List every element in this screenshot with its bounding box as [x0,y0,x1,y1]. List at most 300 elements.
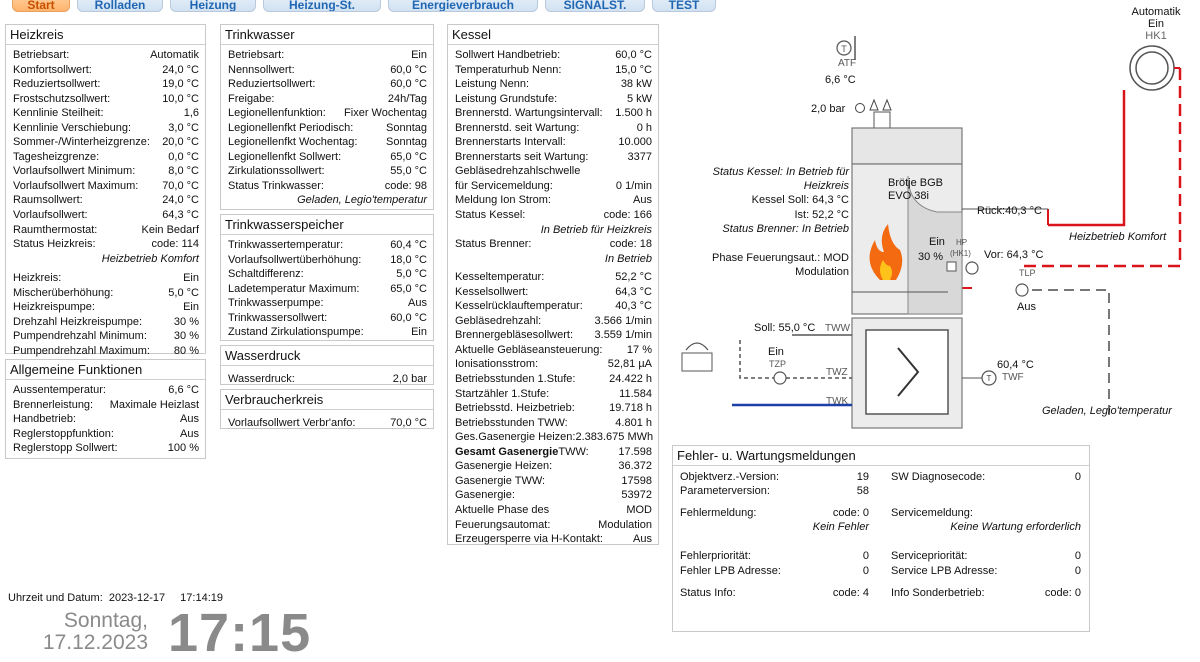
fehler-title: Fehler- u. Wartungsmeldungen [673,446,1089,466]
row-label: Kesseltemperatur: [455,271,545,284]
tzp-label: TZP [769,359,786,369]
serviceprio-value: 0 [1074,550,1081,562]
kv-row [13,150,199,165]
row-value: 0 1/min [615,179,652,192]
kv-row [455,343,652,358]
row-value: code: 114 [151,238,199,251]
kv-row [228,238,427,253]
kv-row [228,150,427,165]
row-value: 4.801 h [615,416,652,429]
row-label-suffix: TWW: [558,445,589,458]
row-label: Vorlaufsollwert Minimum: [13,165,136,178]
row-value: 5,0 °C [168,286,199,299]
row-value: 10,0 °C [162,92,199,105]
row-label: Brennerstd. seit Wartung: [455,121,580,134]
row-value: 60,0 °C [615,49,652,61]
kv-row [455,63,652,78]
datetime-label: Uhrzeit und Datum: [8,592,103,604]
kv-row [455,299,652,314]
row-label: Schaltdifferenz: [228,268,304,281]
sonderbetrieb-label: Info Sonderbetrieb: [891,587,985,599]
atf-value: 6,6 °C [825,74,856,86]
row-value: 60,0 °C [390,78,427,91]
row-label: Gasenergie Heizen: [455,460,553,473]
shower-icon [682,353,712,371]
row-value: 19,0 °C [162,78,199,91]
kv-row [455,48,652,63]
row-value: 70,0 °C [162,179,199,192]
hp-state: Ein [929,236,945,248]
kv-row [455,208,652,223]
row-label: Status Trinkwasser: [228,179,324,192]
kv-row [455,314,652,329]
kv-row [13,106,199,121]
row-label: Kesselsollwert: [455,285,529,298]
row-label: Feuerungsautomat: [455,518,551,531]
kv-row [13,135,199,150]
row-value: 3377 [627,150,652,163]
tww-label: TWW [825,323,850,334]
kv-row [13,121,199,136]
heizbetrieb-diag: Heizbetrieb Komfort [1069,231,1167,243]
kv-row [13,344,199,359]
row-value: Aus [180,413,199,426]
row-label: Reduziertsollwert: [228,78,316,91]
row-value: 24h/Tag [387,92,427,105]
row-value: Sonntag [386,121,427,134]
row-label: Vorlaufsollwertüberhöhung: [228,253,362,266]
row-value: In Betrieb [604,252,652,265]
row-label: Startzähler 1.Stufe: [455,387,550,400]
row-value: 65,0 °C [390,282,427,295]
servicemeldung-text: Keine Wartung erforderlich [950,521,1081,533]
serviceprio-label: Servicepriorität: [891,550,968,562]
erzeugersperre-row [455,532,652,547]
mixer-valve-icon [947,262,956,271]
heizkreis-panel [5,24,206,357]
row-value: 17598 [621,474,652,487]
status-info-value: code: 4 [832,587,869,599]
kv-row [13,383,199,398]
row-label: Zirkulationssollwert: [228,165,325,178]
kv-row [455,459,652,474]
kv-row [228,48,427,63]
row-label: Reglerstoppfunktion: [13,427,114,440]
row-label: Brennergebläsesollwert: [455,329,574,342]
sonderbetrieb-value: code: 0 [1044,587,1081,599]
allgemein-panel [5,359,206,459]
row-label: Betriebsart: [228,49,285,61]
kv-row [228,135,427,150]
fehler-row [677,587,1087,602]
wasserdruck-title: Wasserdruck [221,346,433,366]
row-label: Vorlaufsollwert: [13,209,88,222]
kv-row [228,311,427,326]
row-value: 20,0 °C [162,136,199,149]
row-value: Aus [633,533,652,546]
row-value: 60,4 °C [390,239,427,251]
row-label: Legionellenfkt Wochentag: [228,136,358,149]
twk-label: TWK [826,396,849,407]
kv-row [228,106,427,121]
row-value: Kein Bedarf [141,223,199,236]
kv-row [13,398,199,413]
kv-row [455,270,652,285]
kv-row [13,77,199,92]
kv-row [228,372,427,387]
row-value: code: 18 [609,238,652,251]
tab-energieverbrauch[interactable]: Energieverbrauch [388,0,538,12]
row-value: 19.718 h [609,402,652,415]
row-value: 5 kW [626,92,652,105]
row-label: Pumpendrehzahl Minimum: [13,330,147,343]
heizkreis-title: Heizkreis [6,25,205,45]
tab-rolladen[interactable]: Rolladen [77,0,163,12]
fehler-lpb-value: 0 [862,565,869,577]
tab-start[interactable]: Start [12,0,70,12]
row-label: Gasenergie TWW: [455,474,546,487]
fehler-row [677,485,1087,500]
trinkwasser-rows [221,45,433,208]
row-value: 6,6 °C [168,384,199,396]
row-value: 64,3 °C [162,209,199,222]
fehlerprio-value: 0 [862,550,869,562]
row-label-bold: Gesamt Gasenergie [455,445,559,458]
svg-text:T: T [986,374,992,383]
status-trinkwasser-text [228,193,427,208]
hk1-state: Ein [1148,18,1164,30]
allgemein-rows [6,380,205,456]
kv-row [13,315,199,330]
speicher-panel [220,214,434,341]
kessel-panel [447,24,659,545]
kv-row [455,121,652,136]
row-value: 10.000 [618,136,652,149]
kessel-soll: Kessel Soll: 64,3 °C [751,194,849,206]
speicher-rows [221,235,433,340]
kv-row [455,401,652,416]
row-value: Aus [408,297,427,310]
row-label: Ladetemperatur Maximum: [228,282,360,295]
kv-row [228,179,427,194]
row-label: Betriebsstunden 1.Stufe: [455,373,576,386]
fehler-row [677,565,1087,580]
kv-row [455,387,652,402]
hp-hk1: (HK1) [950,249,971,258]
kessel-ist: Ist: 52,2 °C [794,209,849,221]
row-label: Nennsollwert: [228,63,295,76]
row-value: code: 98 [384,179,427,192]
row-label: Aktuelle Gebläseansteuerung: [455,343,603,356]
kv-row [13,300,199,315]
fehlermeldung-text: Kein Fehler [812,521,869,533]
kv-row [13,164,199,179]
kv-row [13,271,199,286]
row-value: 24.422 h [609,373,652,386]
kv-row [13,223,199,238]
row-label: Trinkwassersollwert: [228,311,328,324]
row-label: Raumthermostat: [13,223,98,236]
service-lpb-value: 0 [1074,565,1081,577]
row-value: 52,2 °C [615,271,652,284]
row-label: Freigabe: [228,92,275,105]
kv-row [13,412,199,427]
tab-test[interactable]: TEST [652,0,716,12]
row-value: 30 % [173,330,199,343]
row-label: Mischerüberhöhung: [13,286,114,299]
row-label: Betriebsart: [13,49,70,61]
kv-row [228,296,427,311]
row-value: 64,3 °C [615,285,652,298]
service-threshold-row [455,179,652,194]
tab-signalst[interactable]: SIGNALST. [545,0,645,12]
datetime-time: 17:14:19 [180,592,223,604]
phase-row-1 [455,503,652,518]
heating-diagram [672,0,1200,440]
row-label: Gasenergie: [455,489,515,502]
row-label: Heizkreispumpe: [13,301,95,314]
phase-line2: Modulation [795,266,849,278]
kv-row [228,121,427,136]
row-value: 17.598 [618,445,652,458]
allgemein-title: Allgemeine Funktionen [6,360,205,380]
status-kessel-line2: Heizkreis [803,180,849,192]
tlp-label: TLP [1019,268,1036,278]
kv-row [228,325,427,340]
date-big: 17.12.2023 [42,631,148,654]
boiler-name-line1: Brötje BGB [888,177,944,189]
row-label: Legionellenfkt Periodisch: [228,121,354,134]
status-kessel-text [455,223,652,238]
status-info-label: Status Info: [680,587,736,599]
row-label: Zustand Zirkulationspumpe: [228,326,364,339]
row-label: Gebläsedrehzahl: [455,314,542,327]
kv-row [455,372,652,387]
tzp-state: Ein [768,346,784,358]
row-value: Ein [411,49,427,61]
row-label: Kennlinie Steilheit: [13,107,104,120]
row-label: Pumpendrehzahl Maximum: [13,344,150,357]
fehler-row [677,471,1087,486]
kv-row [455,328,652,343]
row-label: Drehzahl Heizkreispumpe: [13,315,142,328]
service-lpb-label: Service LPB Adresse: [891,565,998,577]
kessel-rows [448,45,658,547]
fehler-row [677,550,1087,565]
row-label: Frostschutzsollwert: [13,92,111,105]
row-value: 65,0 °C [390,150,427,163]
row-label: Gebläsedrehzahlschwelle [455,165,581,178]
row-label: Vorlaufsollwert Maximum: [13,179,139,192]
kv-row [455,474,652,489]
trinkwasser-panel [220,24,434,210]
row-label: Sommer-/Winterheizgrenze: [13,136,150,149]
row-value: Geladen, Legio'temperatur [297,194,427,207]
row-label: Legionellenfkt Sollwert: [228,150,342,163]
weekday-date [20,610,148,654]
row-label: Meldung Ion Strom: [455,194,551,207]
sw-label: SW Diagnosecode: [891,471,986,483]
row-label: Erzeugersperre via H-Kontakt: [455,533,603,546]
hk1-mode: Automatik [1131,6,1181,18]
row-label: Vorlaufsollwert Verbr'anfo: [228,417,356,429]
row-value: Ein [183,272,199,285]
row-value: 24,0 °C [162,194,199,207]
objektverz-label: Objektverz.-Version: [680,471,780,483]
objektverz-value: 19 [856,471,869,483]
fehler-row [677,507,1087,522]
row-label: Brennerstd. Wartungsintervall: [455,107,603,120]
parameter-label: Parameterversion: [680,485,770,497]
heizkreis-rows [6,45,205,358]
speicher-title: Trinkwasserspeicher [221,215,433,235]
hp-percent: 30 % [918,251,944,263]
row-value: 80 % [173,344,199,357]
tww-soll: Soll: 55,0 °C [754,322,816,334]
row-label: Legionellenfunktion: [228,107,326,120]
row-label: Aussentemperatur: [13,384,106,396]
kv-row [13,179,199,194]
kv-row [455,92,652,107]
row-value: 60,0 °C [390,63,427,76]
kv-row [13,427,199,442]
row-value: 15,0 °C [615,63,652,76]
kv-row [228,253,427,268]
kv-row [455,77,652,92]
datetime-date: 2023-12-17 [108,592,166,604]
row-value: 100 % [167,442,199,455]
status-heizkreis-text [13,252,199,267]
kv-row [455,488,652,503]
twf-value: 60,4 °C [997,359,1034,371]
kv-row [455,430,652,445]
status-brenner-diag: Status Brenner: In Betrieb [722,223,849,235]
phase-row-2 [455,518,652,533]
row-label: Brennerstarts seit Wartung: [455,150,589,163]
kv-row [228,77,427,92]
boiler-top [852,128,962,164]
row-label: Trinkwasserpumpe: [228,297,324,310]
boiler-name-line2: EVO 38i [888,190,929,202]
row-label: Temperaturhub Nenn: [455,63,562,76]
row-label: Leistung Nenn: [455,78,529,91]
row-value: 8,0 °C [168,165,199,178]
row-value: 70,0 °C [390,417,427,429]
row-value: 3.566 1/min [594,314,652,327]
status-brenner-row [455,237,652,252]
tlp-pump-icon [1016,284,1028,296]
kv-row [455,357,652,372]
wasserdruck-rows [221,366,433,387]
kv-row [228,63,427,78]
kv-row [455,106,652,121]
verbraucher-panel [220,389,434,429]
row-label: Betriebsstd. Heizbetrieb: [455,402,575,415]
rueck-value: Rück:40,3 °C [977,205,1042,217]
row-value: 40,3 °C [615,300,652,313]
kv-row [228,267,427,282]
clock: 17:15 [168,603,312,662]
row-label: Reduziertsollwert: [13,78,101,91]
service-threshold-label [455,164,652,179]
tww-loop-dashed [1032,290,1109,420]
row-label: Tagesheizgrenze: [13,150,100,163]
row-value: 1,6 [183,107,199,120]
row-label: Status Brenner: [455,238,532,251]
row-label: Wasserdruck: [228,373,295,385]
kv-row [455,135,652,150]
row-value: Ein [183,301,199,314]
gesamt-gasenergie-tww-row [455,445,652,460]
kv-row [455,193,652,208]
kv-row [228,416,427,431]
row-value: Maximale Heizlast [109,398,199,411]
kv-row [228,282,427,297]
sw-value: 0 [1074,471,1081,483]
row-value: 5,0 °C [396,268,427,281]
row-value: MOD [626,503,652,516]
row-label: Ges.Gasenergie Heizen: [455,431,576,444]
fehlermeldung-label: Fehlermeldung: [680,507,757,519]
kv-row [455,416,652,431]
row-label: Komfortsollwert: [13,63,92,76]
kv-row [13,441,199,456]
kv-row [13,286,199,301]
row-value: In Betrieb für Heizkreis [540,223,652,236]
row-value: 2,0 bar [392,373,427,385]
row-value: Aus [633,194,652,207]
row-label: Betriebsstunden TWW: [455,416,568,429]
row-value: 3,0 °C [168,121,199,134]
row-value: Sonntag [386,136,427,149]
hp-pump-icon [966,262,978,274]
row-value: Automatik [150,49,199,61]
vor-value: Vor: 64,3 °C [984,249,1044,261]
status-brenner-text [455,252,652,267]
row-label: Reglerstopp Sollwert: [13,442,118,455]
row-value: 3.559 1/min [594,329,652,342]
servicemeldung-label: Servicemeldung: [891,507,973,519]
kv-row [455,285,652,300]
twz-label: TWZ [826,367,848,378]
row-value: 55,0 °C [390,165,427,178]
hp-label: HP [956,238,968,247]
fehler-lpb-label: Fehler LPB Adresse: [680,565,781,577]
status-kessel-line1: Status Kessel: In Betrieb für [712,166,849,178]
kv-row [13,193,199,208]
kv-row [13,237,199,252]
kessel-title: Kessel [448,25,658,45]
row-label: Trinkwassertemperatur: [228,239,344,251]
row-value: Ein [411,326,427,339]
kv-row [13,48,199,63]
row-label [455,445,589,460]
trinkwasser-title: Trinkwasser [221,25,433,45]
row-value: Modulation [598,518,652,531]
row-value: 36.372 [618,460,652,473]
row-value: 30 % [173,315,199,328]
row-value: 0,0 °C [168,150,199,163]
row-label: Brennerleistung: [13,398,94,411]
row-label: Handbetrieb: [13,413,76,426]
tab-heizung-st[interactable]: Heizung-St. [263,0,381,12]
tab-heizung[interactable]: Heizung [170,0,256,12]
hk1-consumer-inner-icon [1136,52,1168,84]
row-value: 60,0 °C [390,311,427,324]
row-label: Brennerstarts Intervall: [455,136,566,149]
fehlerprio-label: Fehlerpriorität: [680,550,751,562]
row-label: Raumsollwert: [13,194,83,207]
